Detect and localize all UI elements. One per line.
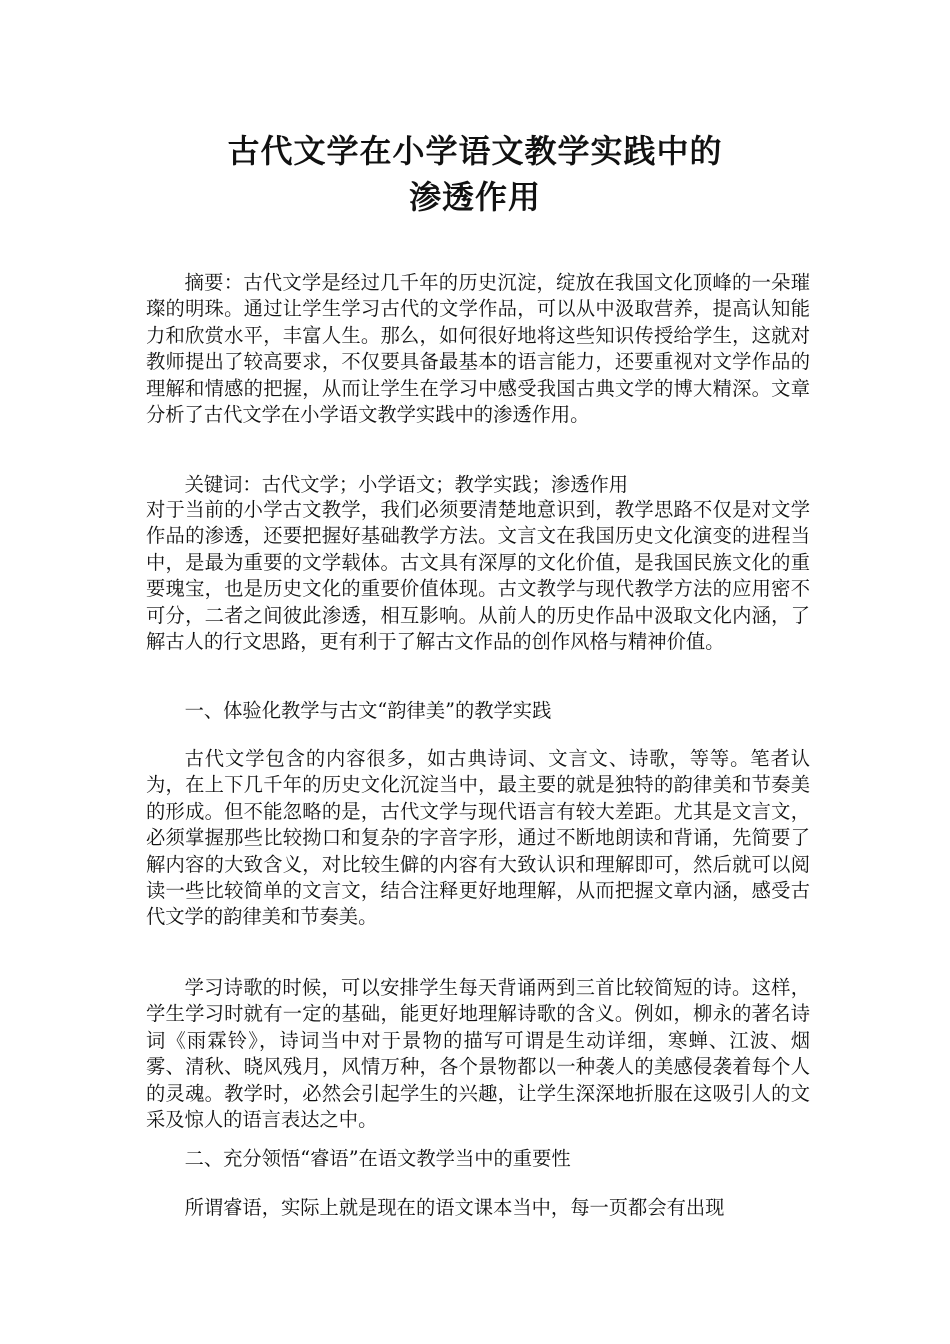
intro-paragraph: 对于当前的小学古文教学，我们必须要清楚地意识到，教学思路不仅是对文学作品的渗透，还要把握好基础教学方法。文言文在我国历史文化演变的进程当中，是最为重要的文学载体。古文具有深厚的文化价值，是我国民族文化的重要瑰宝，也是历史文化的重要价值体现。古文教学与现代教学方法的应用密不可分，二者之间彼此渗透，相互影响。从前人的历史作品中汲取文化内涵，了解古人的行文思路，更有利于了解古文作品的创作风格与精神价值。 bbox=[146, 498, 810, 654]
section-1-paragraph-2: 学习诗歌的时候，可以安排学生每天背诵两到三首比较简短的诗。这样，学生学习时就有一定的基础，能更好地理解诗歌的含义。例如，柳永的著名诗词《雨霖铃》，诗词当中对于景物的描写可谓是生动详细，寒蝉、江波、烟雾、清秋、晓风残月，风情万种，各个景物都以一种袭人的美感侵袭着每个人的灵魂。教学时，必然会引起学生的兴趣，让学生深深地折服在这吸引人的文采及惊人的语言表达之中。 bbox=[146, 976, 810, 1132]
keywords-line: 关键词：古代文学；小学语文；教学实践；渗透作用 bbox=[184, 473, 629, 496]
section-1-heading: 一、体验化教学与古文“韵律美”的教学实践 bbox=[184, 699, 552, 722]
section-2-paragraph-1: 所谓睿语，实际上就是现在的语文课本当中，每一页都会有出现 bbox=[184, 1196, 725, 1219]
section-2-heading: 二、充分领悟“睿语”在语文教学当中的重要性 bbox=[184, 1147, 571, 1170]
abstract-paragraph: 摘要：古代文学是经过几千年的历史沉淀，绽放在我国文化顶峰的一朵璀璨的明珠。通过让学生学习古代的文学作品，可以从中汲取营养，提高认知能力和欣赏水平，丰富人生。那么，如何很好地将这些知识传授给学生，这就对教师提出了较高要求，不仅要具备最基本的语言能力，还要重视对文学作品的理解和情感的把握，从而让学生在学习中感受我国古典文学的博大精深。文章分析了古代文学在小学语文教学实践中的渗透作用。 bbox=[146, 271, 810, 427]
document-title-line-2: 渗透作用 bbox=[408, 178, 541, 216]
section-1-paragraph-1: 古代文学包含的内容很多，如古典诗词、文言文、诗歌，等等。笔者认为，在上下几千年的历史文化沉淀当中，最主要的就是独特的韵律美和节奏美的形成。但不能忽略的是，古代文学与现代语言有较大差距。尤其是文言文，必须掌握那些比较拗口和复杂的字音字形，通过不断地朗读和背诵，先简要了解内容的大致含义，对比较生僻的内容有大致认识和理解即可，然后就可以阅读一些比较简单的文言文，结合注释更好地理解，从而把握文章内涵，感受古代文学的韵律美和节奏美。 bbox=[146, 747, 810, 929]
document-title-line-1: 古代文学在小学语文教学实践中的 bbox=[227, 132, 723, 170]
